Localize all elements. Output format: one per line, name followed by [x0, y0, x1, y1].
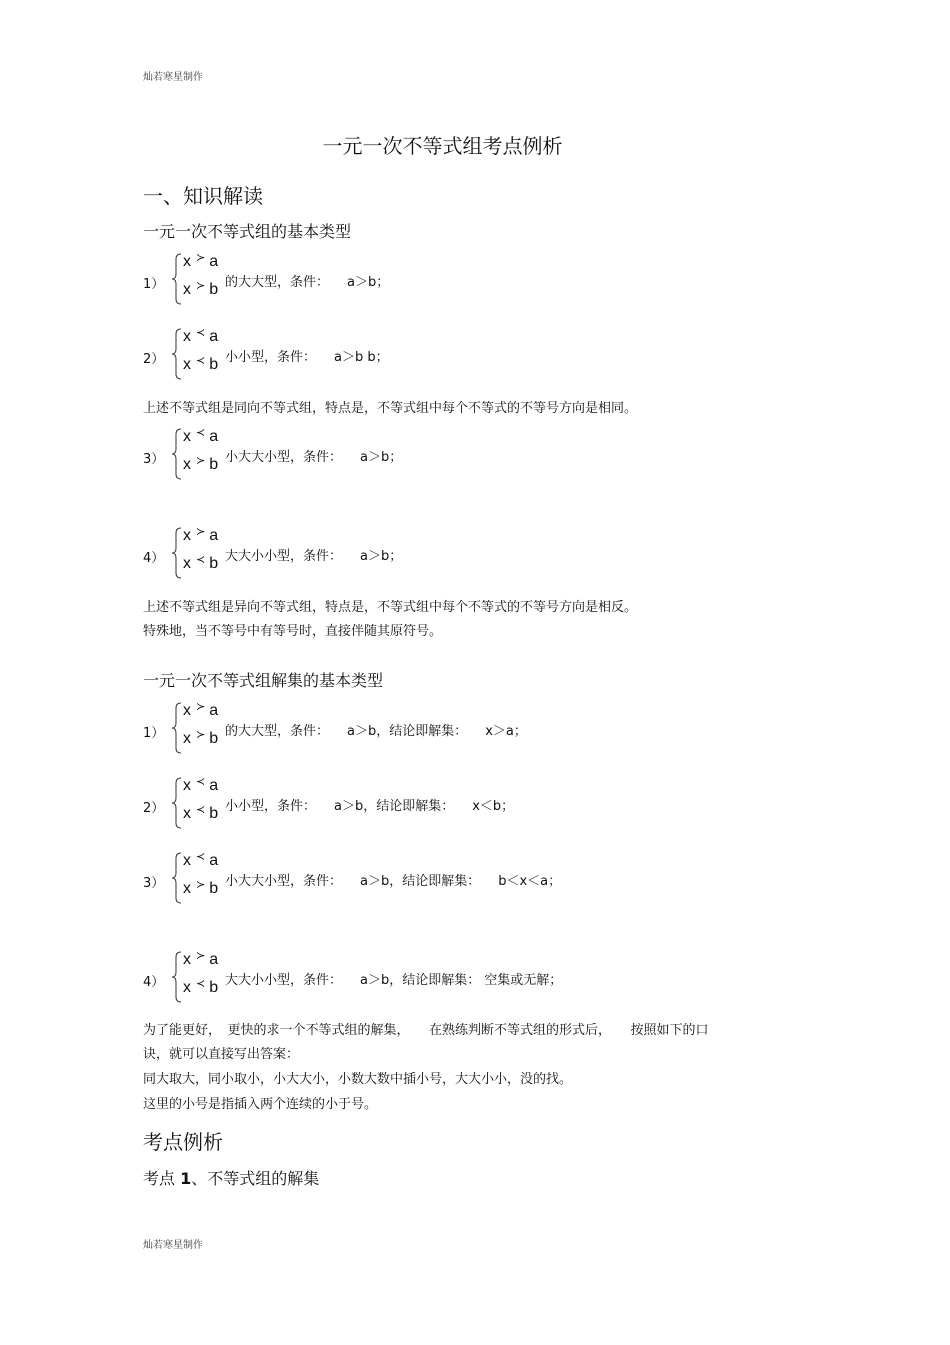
mnemonic-rhyme: 同大取大，同小取小，小大大小，小数大数中插小号，大大小小，没的找。	[143, 1072, 573, 1087]
left-brace-icon	[172, 702, 182, 754]
section-heading-examples: 考点例析	[143, 1130, 223, 1154]
note-opposite-direction: 上述不等式组是异向不等式组，特点是，不等式组中每个不等式的不等号方向是相反。	[143, 600, 638, 615]
type-description: 的大大型，条件： a＞b；	[225, 275, 390, 290]
section-heading-knowledge: 一、知识解读	[143, 184, 263, 208]
item-number: 2）	[143, 801, 165, 816]
solution-description: 小小型，条件： a＞b，结论即解集： x＜b；	[225, 799, 515, 814]
inequality-upper: x ≻ a	[183, 950, 219, 968]
type-item-2	[143, 328, 843, 386]
note-special-case: 特殊地，当不等号中有等号时，直接伴随其原符号。	[143, 624, 443, 639]
solution-item-1	[143, 702, 843, 760]
inequality-upper: x ≻ a	[183, 701, 219, 719]
inequality-lower: x ≺ b	[183, 554, 219, 572]
item-number: 4）	[143, 975, 165, 990]
inequality-upper: x ≻ a	[183, 252, 219, 270]
tip-paragraph-line-2: 诀，就可以直接写出答案：	[143, 1047, 300, 1062]
inequality-upper: x ≺ a	[183, 776, 219, 794]
item-number: 3）	[143, 452, 165, 467]
inequality-lower: x ≻ b	[183, 879, 219, 897]
inequality-lower: x ≺ b	[183, 804, 219, 822]
left-brace-icon	[172, 777, 182, 829]
inequality-lower: x ≻ b	[183, 455, 219, 473]
type-item-3	[143, 428, 843, 486]
solution-description: 的大大型，条件： a＞b，结论即解集： x＞a；	[225, 724, 527, 739]
item-number: 2）	[143, 352, 165, 367]
left-brace-icon	[172, 253, 182, 305]
left-brace-icon	[172, 852, 182, 904]
inequality-lower: x ≺ b	[183, 978, 219, 996]
point-heading-1: 考点 1、不等式组的解集	[143, 1169, 320, 1188]
solution-description: 小大大小型，条件： a＞b，结论即解集： b＜x＜a；	[225, 874, 562, 889]
page-title: 一元一次不等式组考点例析	[322, 134, 563, 158]
solution-item-2	[143, 777, 843, 835]
inequality-lower: x ≻ b	[183, 280, 219, 298]
left-brace-icon	[172, 428, 182, 480]
inequality-upper: x ≺ a	[183, 327, 219, 345]
type-description: 大大小小型，条件： a＞b；	[225, 549, 403, 564]
tip-paragraph-line-1: 为了能更好， 更快的求一个不等式组的解集， 在熟练判断不等式组的形式后， 按照如下的口	[143, 1023, 709, 1038]
header-watermark: 灿若寒星制作	[143, 72, 203, 83]
solution-item-4	[143, 951, 843, 1009]
left-brace-icon	[172, 951, 182, 1003]
item-number: 3）	[143, 876, 165, 891]
solution-item-3	[143, 852, 843, 910]
type-description: 小大大小型，条件： a＞b；	[225, 450, 403, 465]
item-number: 4）	[143, 551, 165, 566]
inequality-lower: x ≻ b	[183, 729, 219, 747]
inequality-upper: x ≻ a	[183, 526, 219, 544]
note-same-direction: 上述不等式组是同向不等式组，特点是，不等式组中每个不等式的不等号方向是相同。	[143, 401, 638, 416]
inequality-upper: x ≺ a	[183, 427, 219, 445]
type-item-4	[143, 527, 843, 585]
item-number: 1）	[143, 726, 165, 741]
mnemonic-note: 这里的小号是指插入两个连续的小于号。	[143, 1097, 378, 1112]
left-brace-icon	[172, 527, 182, 579]
item-number: 1）	[143, 277, 165, 292]
footer-watermark: 灿若寒星制作	[143, 1240, 203, 1251]
type-item-1	[143, 253, 843, 311]
left-brace-icon	[172, 328, 182, 380]
subheading-basic-types: 一元一次不等式组的基本类型	[143, 222, 352, 241]
type-description: 小小型，条件： a＞b b；	[225, 350, 389, 365]
inequality-upper: x ≺ a	[183, 851, 219, 869]
solution-description: 大大小小型，条件： a＞b，结论即解集： 空集或无解；	[225, 973, 563, 988]
inequality-lower: x ≺ b	[183, 355, 219, 373]
subheading-solution-types: 一元一次不等式组解集的基本类型	[143, 671, 384, 690]
